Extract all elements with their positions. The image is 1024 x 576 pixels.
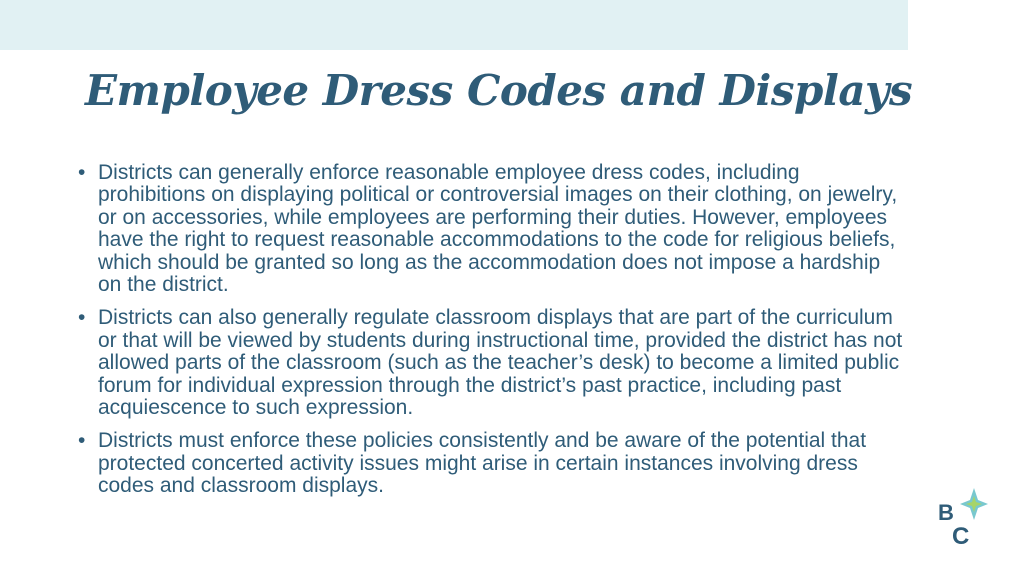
bullet-text: Districts can also generally regulate classroom displays that are part of the curriculum or that will be viewed by students during instructional time, provided the district has not allowed parts of the classroom (such as the teacher’s desk) to become a limited public forum for individual expression through the district’s past practice, including past acquiescence to such expression. — [98, 306, 903, 420]
slide-title: Employee Dress Codes and Displays — [85, 66, 913, 115]
bullet-marker: • — [78, 161, 86, 184]
bullet-text: Districts must enforce these policies consistently and be aware of the potential that protected concerted activity issues might arise in certain instances involving dress codes and classroom displays. — [98, 429, 867, 498]
bullet-marker: • — [78, 429, 86, 453]
logo-letter-c: C — [952, 523, 970, 548]
top-banner — [0, 0, 908, 50]
logo-letter-b: B — [938, 500, 954, 525]
bullet-list — [78, 162, 908, 509]
bullet-marker: • — [78, 306, 86, 330]
bc-logo — [936, 486, 990, 548]
bullet-item — [78, 162, 908, 296]
bullet-item — [78, 307, 908, 419]
sparkle-icon — [960, 488, 988, 520]
bullet-item — [78, 430, 908, 497]
bullet-text: Districts can generally enforce reasonable employee dress codes, including prohibitions on displaying political or controversial images on their clothing, on jewelry, or on accessories, while employees are performing their duties. However, employees have the right to request reasonable accommodations to the code for religious beliefs, which should be granted so long as the accommodation does not impose a hardship on the district. — [98, 161, 898, 297]
